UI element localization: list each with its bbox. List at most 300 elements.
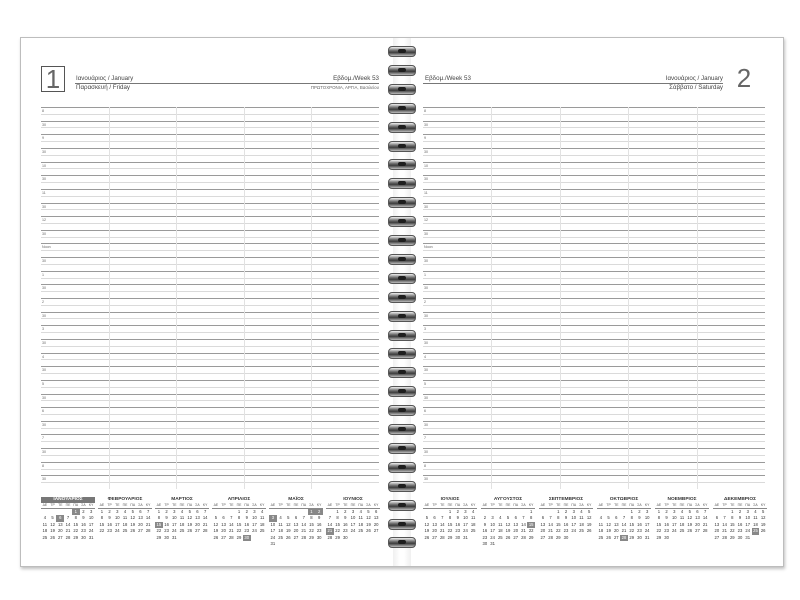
time-slot-label: 8: [42, 109, 44, 113]
calendar-day: [520, 541, 528, 547]
calendar-day: 12: [424, 521, 430, 527]
calendar-day: [315, 541, 323, 547]
calendar-day: 24: [88, 528, 94, 534]
weekday-abbr: ΣΑ: [252, 503, 257, 507]
calendar-day: 21: [548, 528, 553, 534]
calendar-day: 5: [367, 509, 370, 514]
time-slot-subline: [41, 209, 379, 210]
calendar-day: 6: [541, 515, 545, 521]
calendar-day: 8: [100, 515, 104, 521]
calendar-day: 21: [228, 528, 234, 534]
time-slot-label: 30: [424, 149, 428, 154]
time-slot-subline: [423, 441, 765, 442]
time-slot-line: [423, 366, 765, 367]
weekday-abbr: ΤΡ: [664, 503, 669, 507]
calendar-day: 26: [213, 534, 219, 540]
spiral-coil: [388, 443, 416, 454]
calendar-day: 15: [555, 521, 561, 527]
calendar-day: 9: [245, 515, 248, 521]
calendar-day: 14: [202, 515, 208, 521]
calendar-day: 2: [245, 509, 248, 514]
weekday-abbr: ΤΕ: [343, 503, 348, 507]
time-slot-line: [423, 284, 765, 285]
calendar-day: 17: [463, 521, 468, 527]
calendar-day: 15: [629, 521, 635, 527]
calendar-day: 19: [213, 528, 219, 534]
calendar-day: 20: [513, 528, 519, 534]
calendar-day: 14: [228, 521, 234, 527]
calendar-day: 26: [50, 534, 55, 540]
calendar-day: 8: [657, 515, 661, 521]
calendar-day: 2: [456, 509, 459, 514]
calendar-day: 10: [571, 515, 577, 521]
calendar-day: 10: [171, 515, 177, 521]
weekday-abbr: ΔΕ: [327, 503, 333, 507]
weekday-abbr: ΚΥ: [145, 503, 151, 507]
time-slot-label: 30: [42, 340, 46, 345]
time-slot-label: 2: [42, 300, 44, 304]
calendar-day: 11: [498, 521, 503, 527]
calendar-day: 13: [195, 515, 200, 521]
calendar-day: 23: [342, 528, 348, 534]
time-slot-line: [423, 434, 765, 435]
calendar-day: 2: [315, 509, 323, 515]
time-slot-label: 30: [424, 122, 428, 127]
weekday-abbr: ΤΕ: [556, 503, 561, 507]
weekday-abbr: ΔΕ: [156, 503, 162, 507]
time-slot-line: [423, 407, 765, 408]
time-slot-line: [423, 475, 765, 476]
mini-calendars-jul-dec: [423, 497, 769, 547]
weekday-abbr: ΠΑ: [130, 503, 136, 507]
calendar-day: 12: [505, 521, 511, 527]
calendar-day: 8: [336, 515, 339, 521]
calendar-day: 27: [695, 528, 700, 534]
calendar-day: [752, 535, 760, 541]
time-slot-label: 30: [42, 122, 46, 127]
calendar-day: 6: [56, 515, 64, 521]
calendar-day: 2: [82, 509, 85, 514]
time-slot-line: [423, 271, 765, 272]
calendar-day: [578, 535, 586, 541]
time-slot-line: [423, 230, 765, 231]
calendar-day: 29: [528, 534, 534, 540]
month-name: ΝΟΕΜΒΡΙΟΣ: [667, 497, 697, 502]
time-slot-label: 1: [42, 272, 44, 277]
calendar-day: 28: [722, 534, 727, 540]
calendar-day: [258, 535, 266, 541]
calendar-day: 21: [65, 528, 71, 534]
calendar-day: 7: [302, 515, 305, 521]
calendar-day: 21: [202, 521, 208, 527]
calendar-day: 10: [490, 521, 495, 527]
spiral-coil: [388, 216, 416, 227]
calendar-day: 14: [548, 521, 553, 527]
calendar-day: 14: [702, 515, 708, 521]
calendar-day: 28: [439, 534, 445, 540]
weekday-abbr: ΔΕ: [482, 503, 488, 507]
calendar-day: 30: [81, 534, 86, 540]
calendar-day: 22: [156, 528, 162, 534]
calendar-day: 10: [252, 515, 257, 521]
weekday-abbr: ΣΑ: [366, 503, 371, 507]
month-calendar: [212, 497, 266, 541]
calendar-day: [759, 535, 767, 541]
calendar-day: 23: [316, 528, 322, 534]
calendar-day: 11: [358, 515, 363, 521]
week-label: Εβδομ./Week 53: [425, 75, 471, 82]
weekday-abbr: ΣΑ: [753, 503, 758, 507]
calendar-day: 20: [57, 528, 63, 534]
calendar-day: 11: [42, 521, 48, 527]
spiral-coil: [388, 386, 416, 397]
calendar-day: 13: [513, 521, 519, 527]
calendar-day: 28: [301, 534, 307, 540]
calendar-day: 4: [359, 509, 362, 514]
calendar-day: 11: [753, 515, 758, 521]
calendar-day: 4: [43, 515, 47, 521]
calendar-day: 18: [179, 521, 185, 527]
spiral-coil: [388, 159, 416, 170]
spiral-coil: [388, 273, 416, 284]
calendar-day: 30: [342, 534, 348, 540]
calendar-day: 19: [424, 528, 430, 534]
calendar-day: 17: [745, 521, 751, 527]
weekday-abbr: ΠΑ: [629, 503, 635, 507]
time-slot-subline: [41, 482, 379, 483]
weekday-abbr: ΚΥ: [586, 503, 592, 507]
calendar-day: 25: [278, 534, 283, 540]
time-slot-subline: [423, 182, 765, 183]
time-slot-label: 2: [424, 300, 426, 304]
calendar-day: 18: [579, 521, 584, 527]
calendar-day: 18: [278, 528, 283, 534]
calendar-day: 25: [679, 528, 685, 534]
time-slot-line: [41, 284, 379, 285]
weekday-abbr: ΣΑ: [81, 503, 86, 507]
calendar-day: 30: [664, 534, 669, 540]
column-divider: [697, 107, 698, 489]
month-name: ΔΕΚΕΜΒΡΙΟΣ: [724, 497, 756, 502]
weekday-abbr: ΤΕ: [172, 503, 177, 507]
time-slot-label: 3: [424, 327, 426, 332]
time-slot-line: [423, 394, 765, 395]
calendar-day: 23: [81, 528, 86, 534]
time-slot-line: [41, 175, 379, 176]
calendar-day: [504, 541, 512, 547]
time-slot-subline: [41, 332, 379, 333]
calendar-day: 9: [108, 515, 111, 521]
month-name: ΣΕΠΤΕΜΒΡΙΟΣ: [548, 497, 584, 502]
weekday-abbr: ΔΕ: [99, 503, 105, 507]
calendar-day: 7: [441, 515, 444, 521]
spiral-coil: [388, 462, 416, 473]
time-slot-subline: [423, 400, 765, 401]
time-slot-label: 10: [424, 163, 428, 168]
calendar-day: 8: [557, 515, 560, 521]
calendar-day: 14: [145, 515, 151, 521]
spiral-coil: [388, 500, 416, 511]
time-slot-line: [423, 203, 765, 204]
month-calendar: [597, 497, 651, 541]
weekday-abbr: ΔΕ: [714, 503, 720, 507]
time-slot-subline: [41, 387, 379, 388]
calendar-week: [155, 535, 209, 541]
calendar-day: 18: [470, 521, 476, 527]
calendar-day: 29: [236, 534, 242, 540]
calendar-day: 26: [187, 528, 193, 534]
header-rule: [75, 83, 379, 84]
weekday-abbr: ΠΕ: [679, 503, 685, 507]
calendar-day: 5: [762, 509, 765, 514]
time-slot-line: [41, 339, 379, 340]
calendar-day: 3: [746, 509, 749, 514]
time-slot-label: 30: [424, 231, 428, 236]
calendar-day: 13: [138, 515, 143, 521]
calendar-day: 21: [722, 528, 727, 534]
calendar-day: 4: [499, 515, 502, 521]
calendar-day: 23: [107, 528, 112, 534]
calendar-day: 25: [358, 528, 364, 534]
month-calendar: [539, 497, 593, 541]
calendar-day: 21: [702, 521, 708, 527]
time-slot-subline: [423, 387, 765, 388]
time-slot-subline: [423, 250, 765, 251]
calendar-day: 29: [447, 534, 453, 540]
calendar-day: 16: [664, 521, 669, 527]
calendar-day: 2: [165, 509, 168, 514]
time-slot-line: [41, 162, 379, 163]
time-slot-subline: [41, 346, 379, 347]
calendar-day: 14: [301, 521, 307, 527]
calendar-day: 21: [145, 521, 151, 527]
calendar-day: 28: [702, 528, 708, 534]
calendar-day: 19: [505, 528, 511, 534]
calendar-day: 4: [123, 509, 127, 514]
calendar-day: 17: [171, 521, 177, 527]
calendar-day: 27: [613, 534, 619, 540]
time-slot-line: [41, 298, 379, 299]
month-calendar: [423, 497, 477, 541]
time-slot-line: [41, 325, 379, 326]
weekday-abbr: ΠΑ: [301, 503, 307, 507]
calendar-day: 14: [722, 521, 727, 527]
calendar-day: 25: [259, 528, 265, 534]
calendar-day: 30: [164, 534, 169, 540]
weekday-abbr: ΣΑ: [463, 503, 468, 507]
calendar-day: 16: [107, 521, 112, 527]
time-slot-subline: [41, 291, 379, 292]
spiral-coil: [388, 197, 416, 208]
calendar-day: 16: [244, 521, 250, 527]
time-slot-label: 12: [424, 218, 428, 223]
calendar-day: 12: [187, 515, 193, 521]
calendar-day: 7: [704, 509, 707, 514]
calendar-day: 17: [350, 521, 356, 527]
time-slot-subline: [423, 127, 765, 128]
calendar-day: 10: [644, 515, 650, 521]
weekday-abbr: ΠΕ: [621, 503, 627, 507]
calendar-day: 22: [99, 528, 105, 534]
time-slot-line: [41, 353, 379, 354]
time-slot-subline: [423, 196, 765, 197]
calendar-day: 20: [695, 521, 700, 527]
calendar-day: 27: [293, 534, 299, 540]
calendar-week: [481, 541, 535, 547]
spiral-coil: [388, 311, 416, 322]
weekday-abbr: ΠΑ: [513, 503, 519, 507]
time-slot-label: 3: [42, 327, 44, 332]
calendar-day: 5: [588, 509, 591, 514]
calendar-day: 4: [472, 509, 475, 514]
calendar-day: 31: [171, 534, 177, 540]
calendar-day: 15: [99, 521, 105, 527]
calendar-day: 21: [439, 528, 445, 534]
time-slot-line: [41, 407, 379, 408]
time-slot-subline: [423, 209, 765, 210]
calendar-day: 5: [214, 515, 218, 521]
calendar-day: 26: [130, 528, 136, 534]
weekday-abbr: ΤΕ: [614, 503, 619, 507]
calendar-day: 7: [549, 515, 552, 521]
calendar-day: 3: [173, 509, 176, 514]
calendar-day: 25: [579, 528, 584, 534]
calendar-day: [701, 535, 709, 541]
column-divider: [628, 107, 629, 489]
time-slot-label: 30: [424, 177, 428, 182]
calendar-day: 19: [760, 521, 766, 527]
weekday-abbr: ΤΡ: [548, 503, 553, 507]
weekday-abbr: ΠΕ: [350, 503, 356, 507]
time-slot-line: [423, 107, 765, 108]
calendar-day: 15: [656, 521, 662, 527]
weekday-abbr: ΠΑ: [687, 503, 693, 507]
calendar-day: [349, 535, 357, 541]
calendar-day: 3: [491, 515, 494, 521]
calendar-day: 24: [571, 528, 577, 534]
right-page: [411, 38, 783, 566]
calendar-day: 5: [607, 515, 610, 521]
time-slot-label: 30: [42, 149, 46, 154]
calendar-day: 24: [745, 528, 751, 534]
calendar-day: 1: [100, 509, 104, 514]
time-slot-line: [423, 189, 765, 190]
time-slot-subline: [41, 469, 379, 470]
calendar-day: 7: [147, 509, 150, 514]
spiral-coil: [388, 292, 416, 303]
calendar-day: 22: [335, 528, 340, 534]
spiral-coil: [388, 330, 416, 341]
calendar-day: 26: [424, 534, 430, 540]
time-slot-subline: [41, 182, 379, 183]
mini-calendars-jan-jun: [41, 497, 381, 547]
time-slot-line: [41, 148, 379, 149]
calendar-day: 9: [564, 515, 568, 521]
calendar-day: [194, 535, 202, 541]
month-calendar: [41, 497, 95, 541]
calendar-day: 1: [731, 509, 734, 514]
time-slot-subline: [41, 168, 379, 169]
time-slot-line: [41, 230, 379, 231]
calendar-day: 22: [528, 528, 534, 534]
calendar-day: 7: [66, 515, 70, 521]
calendar-day: 18: [259, 521, 265, 527]
weekday-abbr: ΤΕ: [229, 503, 234, 507]
calendar-day: 27: [195, 528, 200, 534]
spiral-coil: [388, 141, 416, 152]
date-line: Ιανουάριος / January: [76, 75, 134, 82]
calendar-day: 24: [644, 528, 650, 534]
time-slot-subline: [423, 469, 765, 470]
time-slot-subline: [423, 278, 765, 279]
calendar-day: 30: [244, 534, 250, 540]
calendar-day: 23: [737, 528, 743, 534]
month-name: ΑΥΓΟΥΣΤΟΣ: [493, 497, 523, 502]
calendar-day: 5: [506, 515, 510, 521]
calendar-day: 22: [729, 528, 735, 534]
month-calendar: [98, 497, 152, 535]
weekday-abbr: ΔΕ: [270, 503, 276, 507]
calendar-day: 26: [366, 528, 371, 534]
calendar-day: 11: [470, 515, 476, 521]
calendar-day: 20: [613, 528, 619, 534]
time-slot-line: [41, 475, 379, 476]
calendar-day: 13: [432, 521, 437, 527]
calendar-day: 27: [432, 534, 437, 540]
calendar-day: 27: [221, 534, 226, 540]
weekday-abbr: ΠΑ: [244, 503, 250, 507]
calendar-day: 4: [279, 515, 282, 521]
calendar-day: [300, 541, 308, 547]
calendar-day: 5: [51, 515, 54, 521]
calendar-day: 10: [114, 515, 120, 521]
time-slot-line: [423, 121, 765, 122]
time-slot-line: [423, 162, 765, 163]
time-slot-label: 9: [42, 136, 44, 141]
calendar-day: 11: [122, 515, 128, 521]
spiral-coil: [388, 537, 416, 548]
calendar-day: 13: [57, 521, 63, 527]
time-slot-label: 30: [424, 340, 428, 345]
left-page: [21, 38, 393, 566]
calendar-day: 28: [65, 534, 71, 540]
calendar-day: 22: [555, 528, 561, 534]
calendar-day: 1: [237, 509, 241, 514]
calendar-day: 16: [316, 521, 322, 527]
weekday-abbr: ΚΥ: [644, 503, 650, 507]
calendar-day: 8: [630, 515, 633, 521]
time-slot-label: 11: [424, 190, 428, 195]
weekday-abbr: ΠΑ: [455, 503, 461, 507]
calendar-day: 19: [687, 521, 693, 527]
calendar-day: 15: [309, 521, 314, 527]
calendar-day: 4: [599, 515, 603, 521]
calendar-week: [98, 528, 152, 534]
calendar-day: [469, 535, 477, 541]
month-calendar: [326, 497, 380, 541]
calendar-day: 18: [598, 528, 604, 534]
calendar-day: 17: [252, 521, 257, 527]
calendar-day: 24: [490, 534, 495, 540]
spiral-coil: [388, 481, 416, 492]
time-slot-label: 7: [42, 436, 44, 441]
calendar-day: 19: [187, 521, 193, 527]
weekday-abbr: ΤΕ: [672, 503, 677, 507]
weekday-abbr: ΠΕ: [563, 503, 569, 507]
calendar-day: 30: [482, 540, 488, 546]
calendar-day: 9: [738, 515, 742, 521]
calendar-day: 25: [470, 528, 476, 534]
